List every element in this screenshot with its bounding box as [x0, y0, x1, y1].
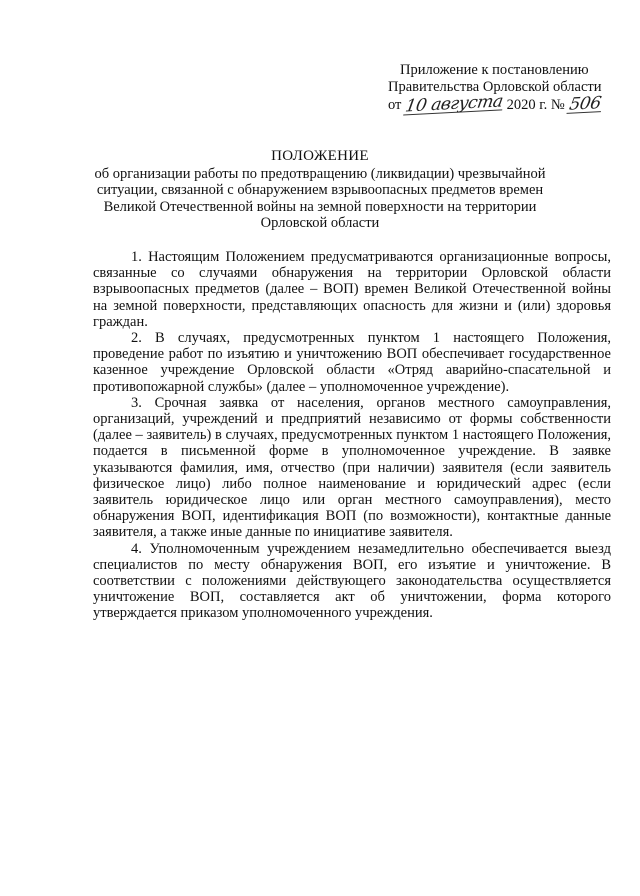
appendix-date-line [388, 91, 618, 117]
year-label: 2020 г. [506, 97, 548, 113]
paragraph-3: 3. Срочная заявка от населения, органов местного самоуправления, организаций, учреждений и предприятий независимо от формы собственности (далее – заявитель) в случаях, предусмотренных пунктом 1 настоящего Положения, подается в письменной форме в уполномоченное учреждение. В заявке указываются фамилия, имя, отчество (при наличии) заявителя (если заявитель физическое лицо) либо полное наименование и юридический адрес (если заявитель юридическое лицо или орган местного самоуправления), место обнаружения ВОП, идентификация ВОП (по возможности), контактные данные заявителя, а также иные данные по инициативе заявителя. [93, 394, 611, 541]
document-body [93, 249, 611, 622]
title-heading: ПОЛОЖЕНИЕ [271, 148, 369, 164]
paragraph-2: 2. В случаях, предусмотренных пунктом 1 настоящего Положения, проведение работ по изъятию и уничтожению ВОП обеспечивает государственное казенное учреждение Орловской области «Отряд аварийно-спасательной и противопожарной службы» (далее – уполномоченное учреждение). [93, 330, 611, 395]
handwritten-number: 506 [568, 93, 603, 115]
paragraph-4: 4. Уполномоченным учреждением незамедлительно обеспечивается выезд специалистов по месту обнаружения ВОП, его изъятие и уничтожение. В соответствии с положениями действующего законодательства осуществляется уничтожение ВОП, составляется акт об уничтожении, форма которого утверждается приказом уполномоченного учреждения. [93, 540, 611, 622]
appendix-line-1: Приложение к постановлению [400, 62, 589, 78]
title-subtitle: об организации работы по предотвращению (ликвидации) чрезвычайной ситуации, связанной с обнаружением взрывоопасных предметов времен Великой Отечественной войны на земной поверхности на территории Орловской области [94, 165, 546, 231]
number-label: № [550, 97, 565, 113]
document-title [90, 148, 550, 232]
appendix-header [388, 62, 618, 116]
handwritten-date: 10 августа [403, 91, 505, 117]
appendix-line-2: Правительства Орловской области [388, 79, 602, 95]
paragraph-1: 1. Настоящим Положением предусматриваются организационные вопросы, связанные со случаями обнаружения на территории Орловской области взрывоопасных предметов (далее – ВОП) времен Великой Отечественной войны на земной поверхности, представляющих опасность для жизни и (или) здоровья граждан. [93, 249, 611, 330]
from-label: от [388, 97, 402, 113]
